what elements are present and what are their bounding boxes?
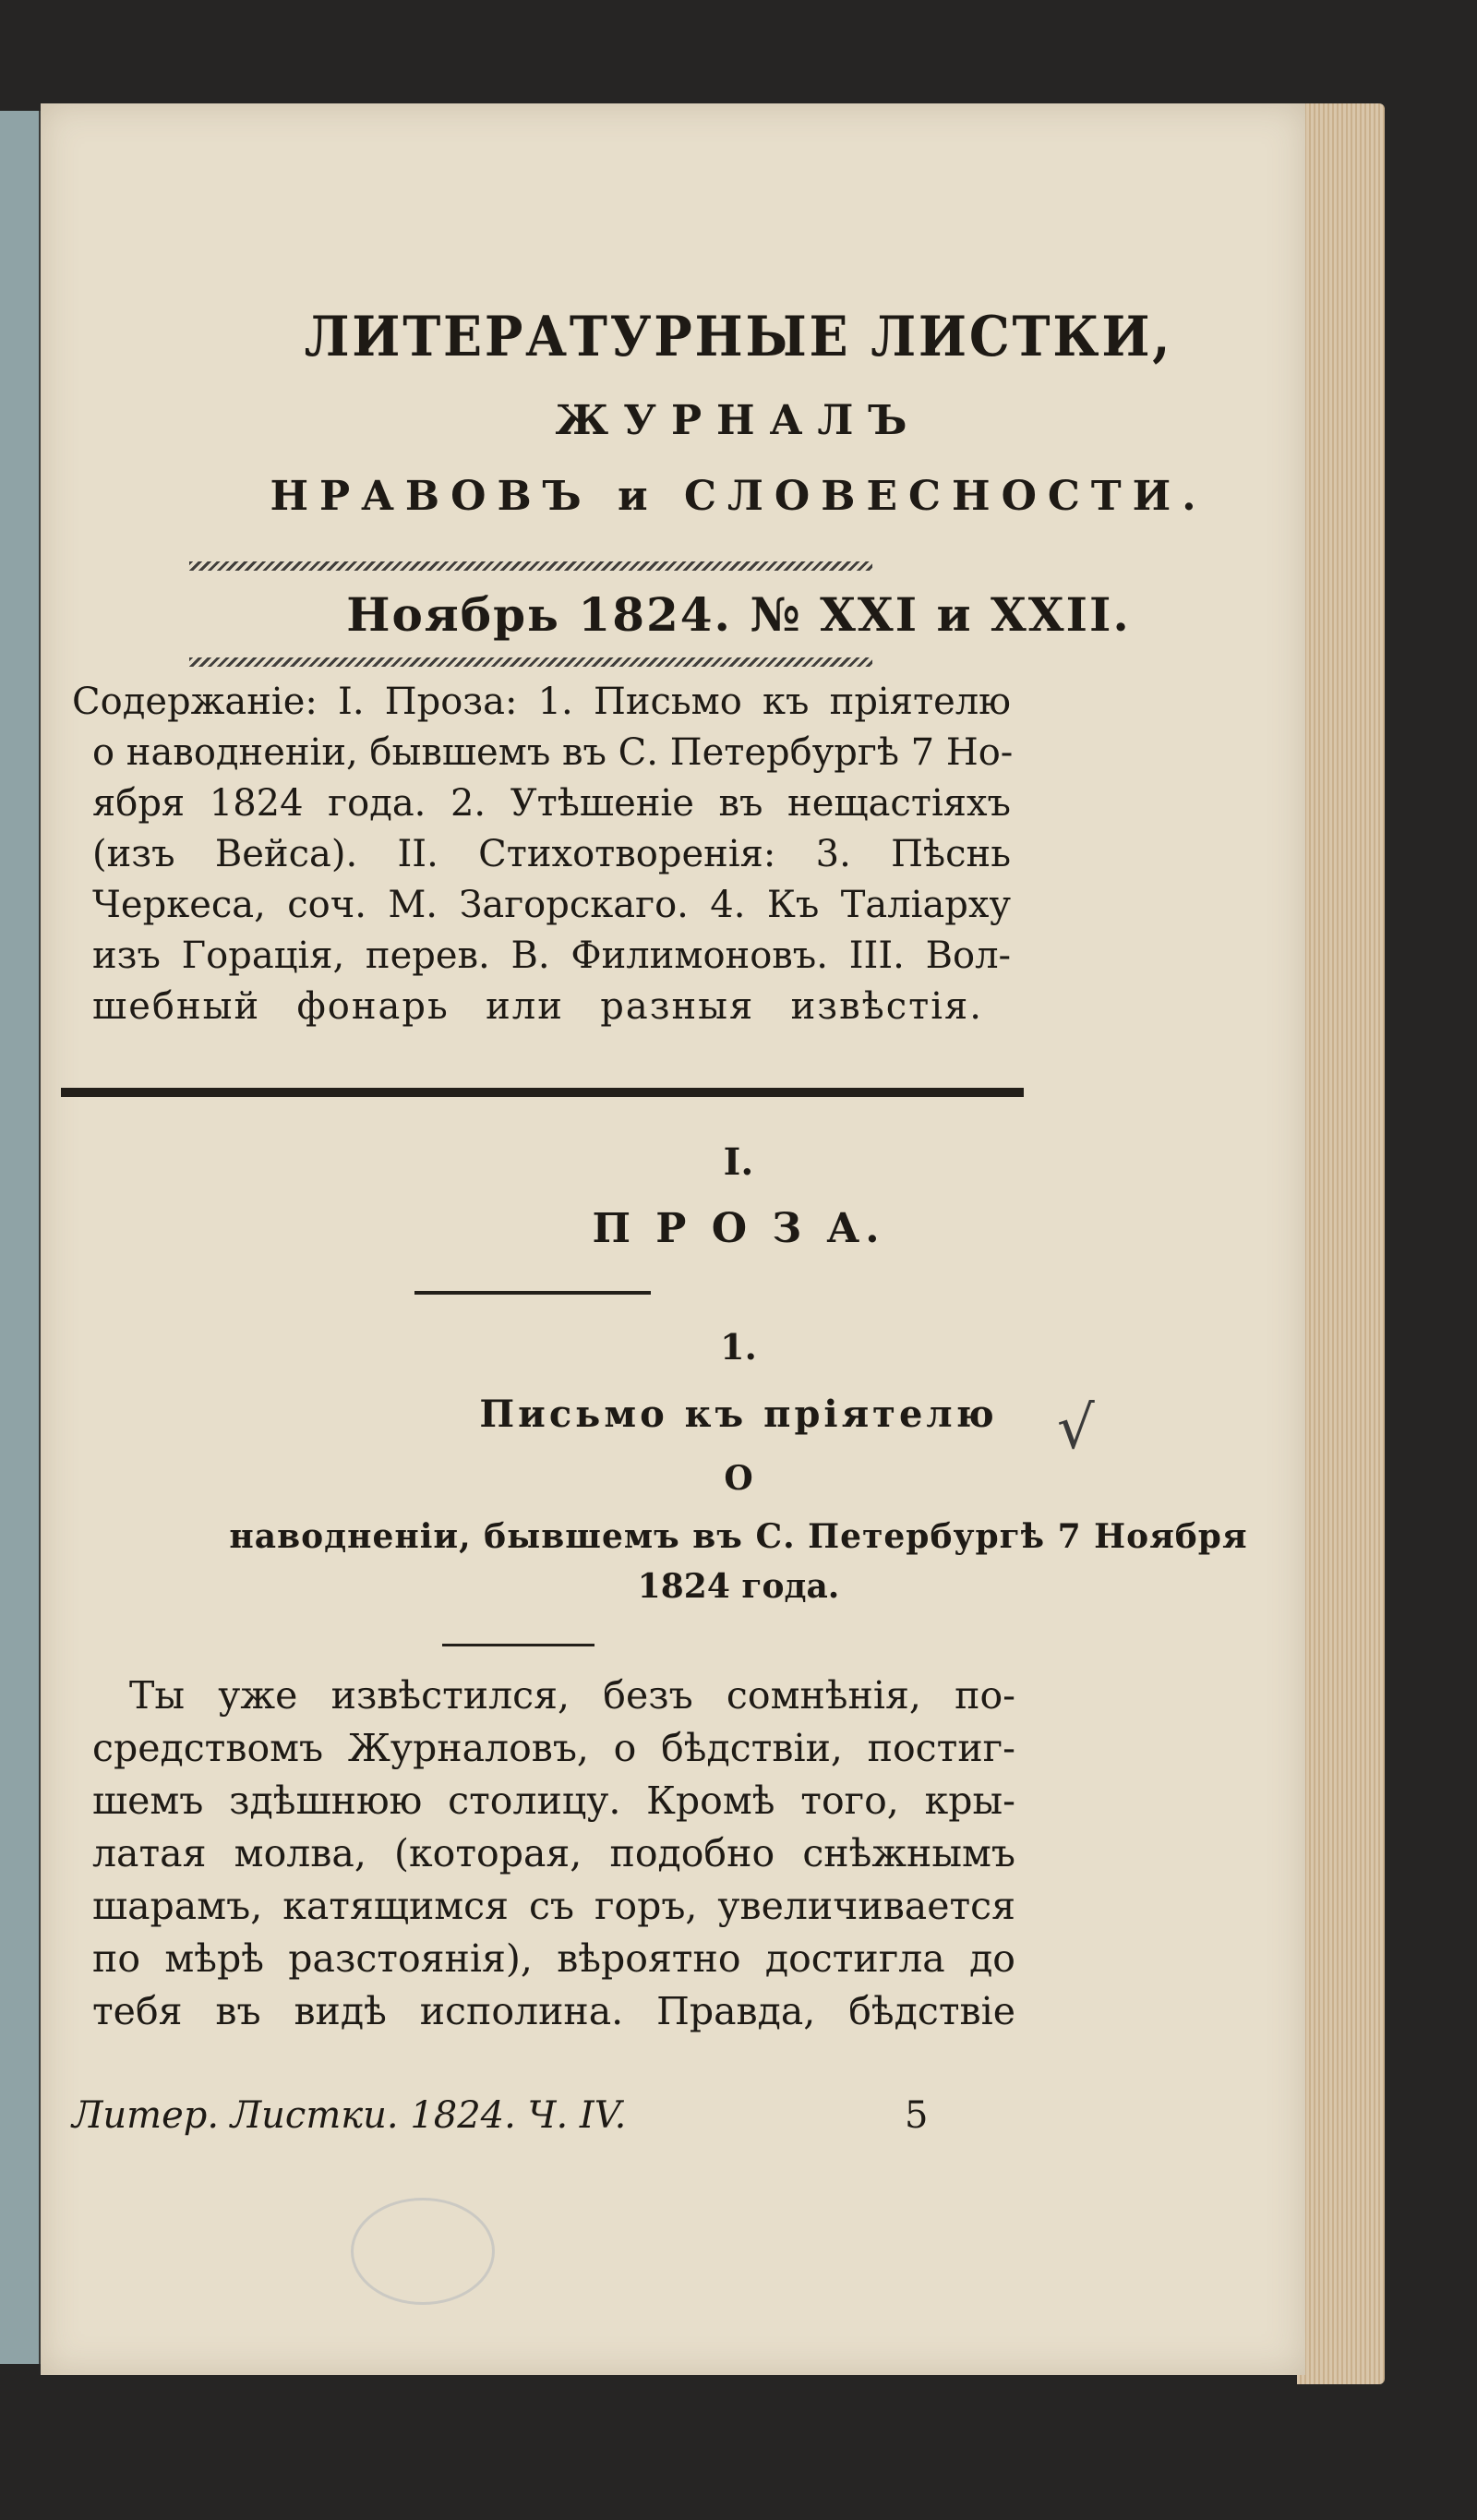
journal-subtitle-2: НРАВОВЪ и СЛОВЕСНОСТИ. [270,473,1207,520]
body-line: шарамъ, катящимся съ горъ, увеличивается [92,1884,1015,1928]
thick-rule [61,1088,1024,1097]
ornamental-rule [189,561,872,571]
section-number: I. [723,1140,754,1184]
contents-line: Содержаніе: I. Проза: 1. Письмо къ пріятелю [72,681,1011,723]
pencil-check-mark-icon: √ [1057,1394,1095,1463]
body-line: тебя въ видѣ исполина. Правда, бѣдствіе [92,1989,1015,2033]
page-number: 5 [905,2094,929,2137]
body-line: средствомъ Журналовъ, о бѣдствіи, постиг- [92,1726,1015,1770]
contents-line: изъ Горація, перев. В. Филимоновъ. III. Вол- [92,934,1011,977]
ornamental-rule [189,657,872,667]
article-title: Письмо къ пріятелю [479,1393,998,1436]
issue-line: Ноябрь 1824. № XXI и XXII. [346,587,1131,642]
article-title-year: 1824 года. [637,1567,840,1606]
journal-subtitle: ЖУРНАЛЪ [555,397,922,444]
article-title-subject: наводненіи, бывшемъ въ С. Петербургѣ 7 Ноября [229,1517,1248,1556]
short-rule [442,1644,594,1646]
contents-line: Черкеса, соч. М. Загорскаго. 4. Къ Таліарху [92,884,1011,926]
article-title-o: О [724,1459,753,1498]
library-stamp-icon [351,2198,495,2305]
body-line: латая молва, (которая, подобно снѣжнымъ [92,1831,1015,1875]
contents-line: о наводненіи, бывшемъ въ С. Петербургѣ 7 Но- [92,731,1014,774]
contents-line: (изъ Вейса). II. Стихотворенія: 3. Пѣснь [92,833,1011,875]
journal-title: ЛИТЕРАТУРНЫЕ ЛИСТКИ, [304,305,1173,369]
section-title: П Р О З А. [592,1205,885,1252]
contents-line: шебный фонарь или разныя извѣстія. [92,985,983,1028]
article-number: 1. [720,1326,757,1368]
body-line: Ты уже извѣстился, безъ сомнѣнія, по- [129,1673,1015,1718]
short-rule [414,1291,651,1295]
footer-signature: Литер. Листки. 1824. Ч. IV. [72,2094,627,2137]
body-line: по мѣрѣ разстоянія), вѣроятно достигла до [92,1936,1015,1981]
body-line: шемъ здѣшнюю столицу. Кромѣ того, кры- [92,1778,1015,1823]
contents-line: ября 1824 года. 2. Утѣшеніе въ нещастіяхъ [92,782,1011,825]
